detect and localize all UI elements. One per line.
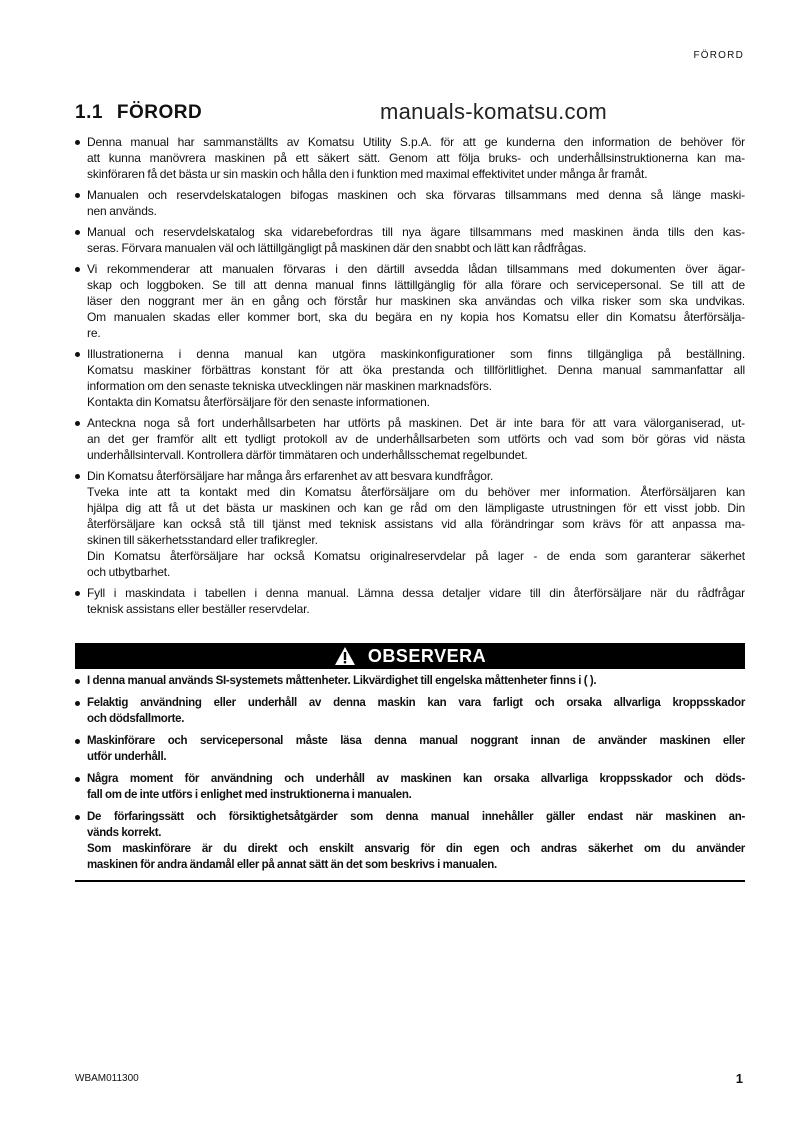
list-item xyxy=(75,415,745,463)
text-line: återförsäljare kan också stå till tjänst med teknisk assistans vid alla förändringar som krävs för att anpassa ma- xyxy=(87,517,745,531)
text-line: Denna manual har sammanställts av Komatsu Utility S.p.A. för att ge kunderna den information de behöver för xyxy=(87,135,745,149)
section-title xyxy=(75,102,202,124)
text-line: Din Komatsu återförsäljare har många års erfarenhet av att besvara kundfrågor. xyxy=(87,469,494,483)
list-item xyxy=(75,695,745,727)
text-line: utför underhåll. xyxy=(87,751,167,763)
bullet-icon xyxy=(75,739,80,744)
text-line: maskinen för andra ändamål eller på annat sätt än det som beskrivs i manualen. xyxy=(87,859,497,871)
section-title-text: FÖRORD xyxy=(116,102,203,123)
text-line: Som maskinförare är du direkt och enskilt ansvarig för din egen och andras säkerhet om du använder xyxy=(87,843,745,855)
text-line: Manualen och reservdelskatalogen bifogas maskinen och ska förvaras tillsammans med denna så länge maski- xyxy=(87,188,745,202)
notice-bottom-rule xyxy=(75,880,745,882)
text-line: Några moment för användning och underhåll av maskinen kan orsaka allvarliga kroppsskador och döds- xyxy=(87,773,745,785)
bullet-icon xyxy=(75,701,80,706)
text-line: Komatsu maskiner förbättras konstant för att öka prestanda och tillförlitlighet. Denna manual sammanfattar all xyxy=(87,363,745,377)
text-line: hjälpa dig att få ut det bästa ur maskinen och kan ge råd om den lämpligaste utrustningen för ett visst jobb. Din xyxy=(87,501,745,515)
bullet-icon xyxy=(75,777,80,782)
text-line: information om den senaste tekniska utvecklingen när maskinen marknadsförs. xyxy=(87,379,492,393)
text-line: Om manualen skadas eller kommer bort, ska du begära en ny kopia hos Komatsu eller din Komatsu återförsälja- xyxy=(87,310,745,324)
text-line: underhållsintervall. Kontrollera därför timmätaren och underhållsschemat regelbundet. xyxy=(87,448,528,462)
list-item xyxy=(75,468,745,580)
text-line: Anteckna noga så fort underhållsarbeten har utförts på maskinen. Det är inte bara för att vara välorganiserad, ut- xyxy=(87,416,745,430)
list-item xyxy=(75,224,745,256)
text-line: skinföraren få det bästa ur sin maskin och hålla den i funktion med maximal effektivitet under många år framåt. xyxy=(87,167,648,181)
text-line: Manual och reservdelskatalog ska vidarebefordras till nya ägare tillsammans med maskinen ända tills den kas- xyxy=(87,225,745,239)
bullet-icon xyxy=(75,140,80,145)
warning-triangle-icon xyxy=(334,646,356,666)
text-line: teknisk assistans eller beställer reservdelar. xyxy=(87,602,310,616)
list-item xyxy=(75,134,745,182)
list-item xyxy=(75,771,745,803)
text-line: De förfaringssätt och försiktighetsåtgärder som denna manual innehåller gäller endast när maskinen an- xyxy=(87,811,745,823)
text-line: Kontakta din Komatsu återförsäljare för den senaste informationen. xyxy=(87,395,430,409)
page-number: 1 xyxy=(735,1071,743,1086)
list-item xyxy=(75,585,745,617)
running-header: FÖRORD xyxy=(693,50,744,61)
bullet-icon xyxy=(75,815,80,820)
text-line: seras. Förvara manualen väl och lättillgängligt på maskinen där den snabbt och lätt kan rådfrågas. xyxy=(87,241,587,255)
text-line: Tveka inte att ta kontakt med din Komatsu återförsäljare om du behöver mer information. Återförsäljaren kan xyxy=(87,485,745,499)
list-item xyxy=(75,187,745,219)
text-line: re. xyxy=(87,326,101,340)
text-line: Fyll i maskindata i tabellen i denna manual. Lämna dessa detaljer vidare till din återförsäljare när du rådfrågar xyxy=(87,586,745,600)
list-item xyxy=(75,346,745,410)
text-line: Maskinförare och servicepersonal måste läsa denna manual noggrant innan de använder maskinen eller xyxy=(87,735,745,747)
bullet-icon xyxy=(75,352,80,357)
text-line: och utbytbarhet. xyxy=(87,565,171,579)
section-number: 1.1 xyxy=(75,102,103,123)
text-line: Illustrationerna i denna manual kan utgöra maskinkonfigurationer som finns tillgängliga på beställning. xyxy=(87,347,745,361)
text-line: an det ger framför allt ett tydligt protokoll av de underhållsarbeten som utförts och vad som bör göras vid nästa xyxy=(87,432,745,446)
intro-bullet-list xyxy=(75,134,745,622)
bullet-icon xyxy=(75,421,80,426)
bullet-icon xyxy=(75,193,80,198)
notice-bullet-list xyxy=(75,673,745,879)
list-item xyxy=(75,809,745,873)
text-line: läser den noggrant mer än en gång och förstår hur maskinen ska användas och vilka risker som ska undvikas. xyxy=(87,294,745,308)
text-line: skap och loggboken. Se till att denna manual finns lättillgänglig för alla förare och servicepersonal. Se till att de xyxy=(87,278,745,292)
bullet-icon xyxy=(75,591,80,596)
bullet-icon xyxy=(75,267,80,272)
watermark: manuals-komatsu.com xyxy=(380,99,607,124)
text-line: vänds korrekt. xyxy=(87,827,162,839)
text-line: I denna manual används SI-systemets måttenheter. Likvärdighet till engelska måttenheter finns i ( ). xyxy=(87,675,597,687)
text-line: Felaktig användning eller underhåll av denna maskin kan vara farligt och orsaka allvarliga kroppsskador xyxy=(87,697,745,709)
bullet-icon xyxy=(75,474,80,479)
text-line: skinen till säkerhetsstandard eller trafikregler. xyxy=(87,533,318,547)
text-line: Din Komatsu återförsäljare har också Komatsu originalreservdelar på lager - de enda som garanterar säkerhet xyxy=(87,549,745,563)
bullet-icon xyxy=(75,679,80,684)
list-item xyxy=(75,673,745,689)
document-code: WBAM011300 xyxy=(75,1073,139,1084)
text-line: att kunna manövrera maskinen på ett säkert sätt. Genom att följa bruks- och underhållsinstruktionerna kan ma- xyxy=(87,151,745,165)
text-line: Vi rekommenderar att manualen förvaras i den därtill avsedda lådan tillsammans med dokumenten över ägar- xyxy=(87,262,745,276)
bullet-icon xyxy=(75,230,80,235)
text-line: fall om de inte utförs i enlighet med instruktionerna i manualen. xyxy=(87,789,412,801)
list-item xyxy=(75,733,745,765)
notice-banner xyxy=(75,643,745,669)
text-line: och dödsfallmorte. xyxy=(87,713,185,725)
notice-label: OBSERVERA xyxy=(367,645,487,666)
text-line: nen används. xyxy=(87,204,157,218)
list-item xyxy=(75,261,745,341)
